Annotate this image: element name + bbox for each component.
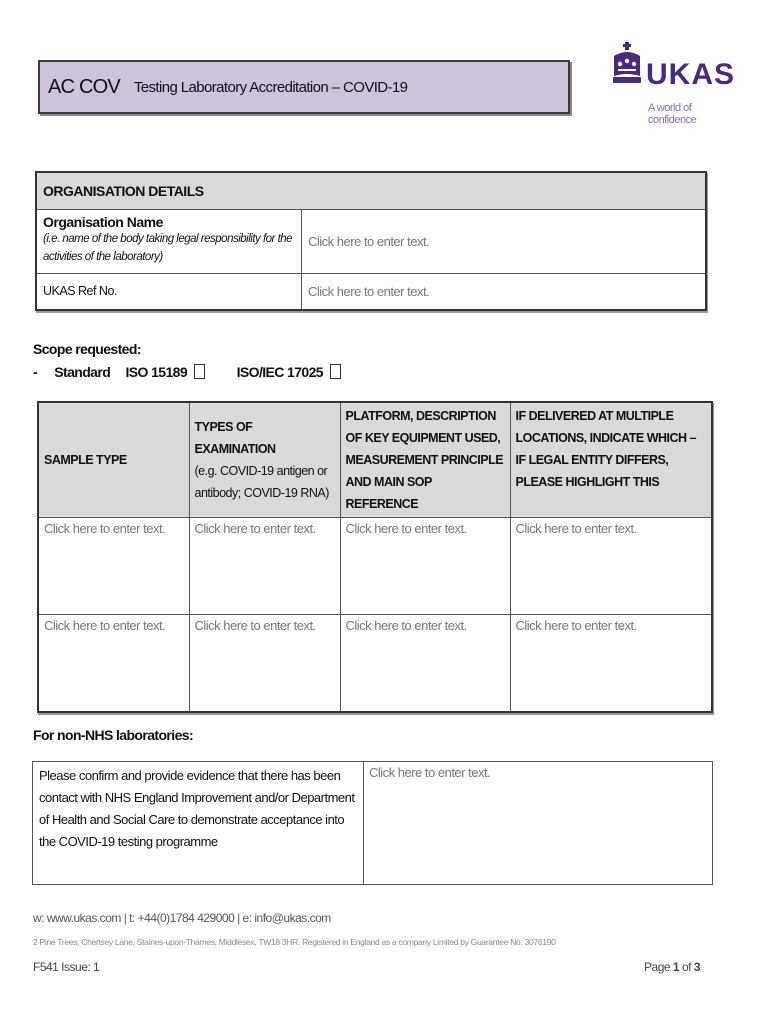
platform-field[interactable]: Click here to enter text. [340,518,510,615]
ukas-ref-field[interactable]: Click here to enter text. [302,274,707,310]
iso-15189-checkbox[interactable] [194,364,205,379]
footer-contact: w: www.ukas.com | t: +44(0)1784 429000 | e: info@ukas.com [33,911,331,925]
sample-type-field[interactable]: Click here to enter text. [38,615,189,713]
platform-field[interactable]: Click here to enter text. [340,615,510,713]
scope-dash: - [33,364,38,380]
examination-type-hint: (e.g. COVID-19 antigen or antibody; COVID-19 RNA) [194,464,329,500]
locations-field[interactable]: Click here to enter text. [510,615,712,713]
page-prefix: Page [644,960,671,974]
examination-type-header [189,402,340,518]
examination-type-field[interactable]: Click here to enter text. [189,518,340,615]
organisation-details-table [35,171,707,311]
ukas-logo [608,42,736,126]
page-number [644,960,700,974]
section-heading: ORGANISATION DETAILS [36,172,706,210]
ukas-ref-label: UKAS Ref No. [36,274,302,310]
table-row [38,615,712,713]
scope-table [37,401,713,713]
nhs-evidence-label: Please confirm and provide evidence that there has been contact with NHS England Improvement and/or Department of Health and Social Care to demonstrate acceptance into the COVID-19 testing programme [33,762,364,885]
page-total: 3 [693,960,700,974]
logo-tagline: A world of confidence [648,102,697,126]
standard-label: Standard [54,364,111,380]
organisation-name-hint: (i.e. name of the body taking legal responsibility for the activities of the laboratory) [43,233,293,263]
scope-heading: Scope requested: [33,341,141,357]
examination-type-field[interactable]: Click here to enter text. [189,615,340,713]
organisation-name-field[interactable]: Click here to enter text. [302,210,707,274]
iso-17025-checkbox[interactable] [330,364,341,379]
organisation-name-label-cell [36,210,302,274]
iso-15189-label: ISO 15189 [125,364,188,380]
platform-header: PLATFORM, DESCRIPTION OF KEY EQUIPMENT USED, MEASUREMENT PRINCIPLE AND MAIN SOP REFERENCE [340,402,510,518]
organisation-name-label: Organisation Name [43,214,163,230]
non-nhs-table [32,761,713,885]
locations-header: IF DELIVERED AT MULTIPLE LOCATIONS, INDICATE WHICH – IF LEGAL ENTITY DIFFERS, PLEASE HIGHLIGHT THIS [510,402,712,518]
logo-wordmark: UKAS [646,58,736,91]
form-issue: F541 Issue: 1 [33,960,100,974]
page-of: of [681,960,691,974]
crown-icon [610,42,644,92]
sample-type-header: SAMPLE TYPE [38,402,189,518]
document-title-box [38,60,570,114]
footer-address: 2 Pine Trees, Chertsey Lane, Staines-upon-Thames, Middlesex, TW18 3HR. Registered in England as a company Limited by Guarantee No: 3076190 [33,937,556,947]
form-code: AC COV [48,75,120,98]
page-current: 1 [672,960,680,974]
sample-type-field[interactable]: Click here to enter text. [38,518,189,615]
examination-type-title: TYPES OF EXAMINATION [194,420,276,456]
scope-standard-row [33,364,341,380]
non-nhs-heading: For non-NHS laboratories: [33,727,194,743]
iso-17025-label: ISO/IEC 17025 [236,364,323,380]
table-row [38,518,712,615]
document-title: Testing Laboratory Accreditation – COVID-19 [133,78,408,96]
nhs-evidence-field[interactable]: Click here to enter text. [364,762,713,885]
locations-field[interactable]: Click here to enter text. [510,518,712,615]
